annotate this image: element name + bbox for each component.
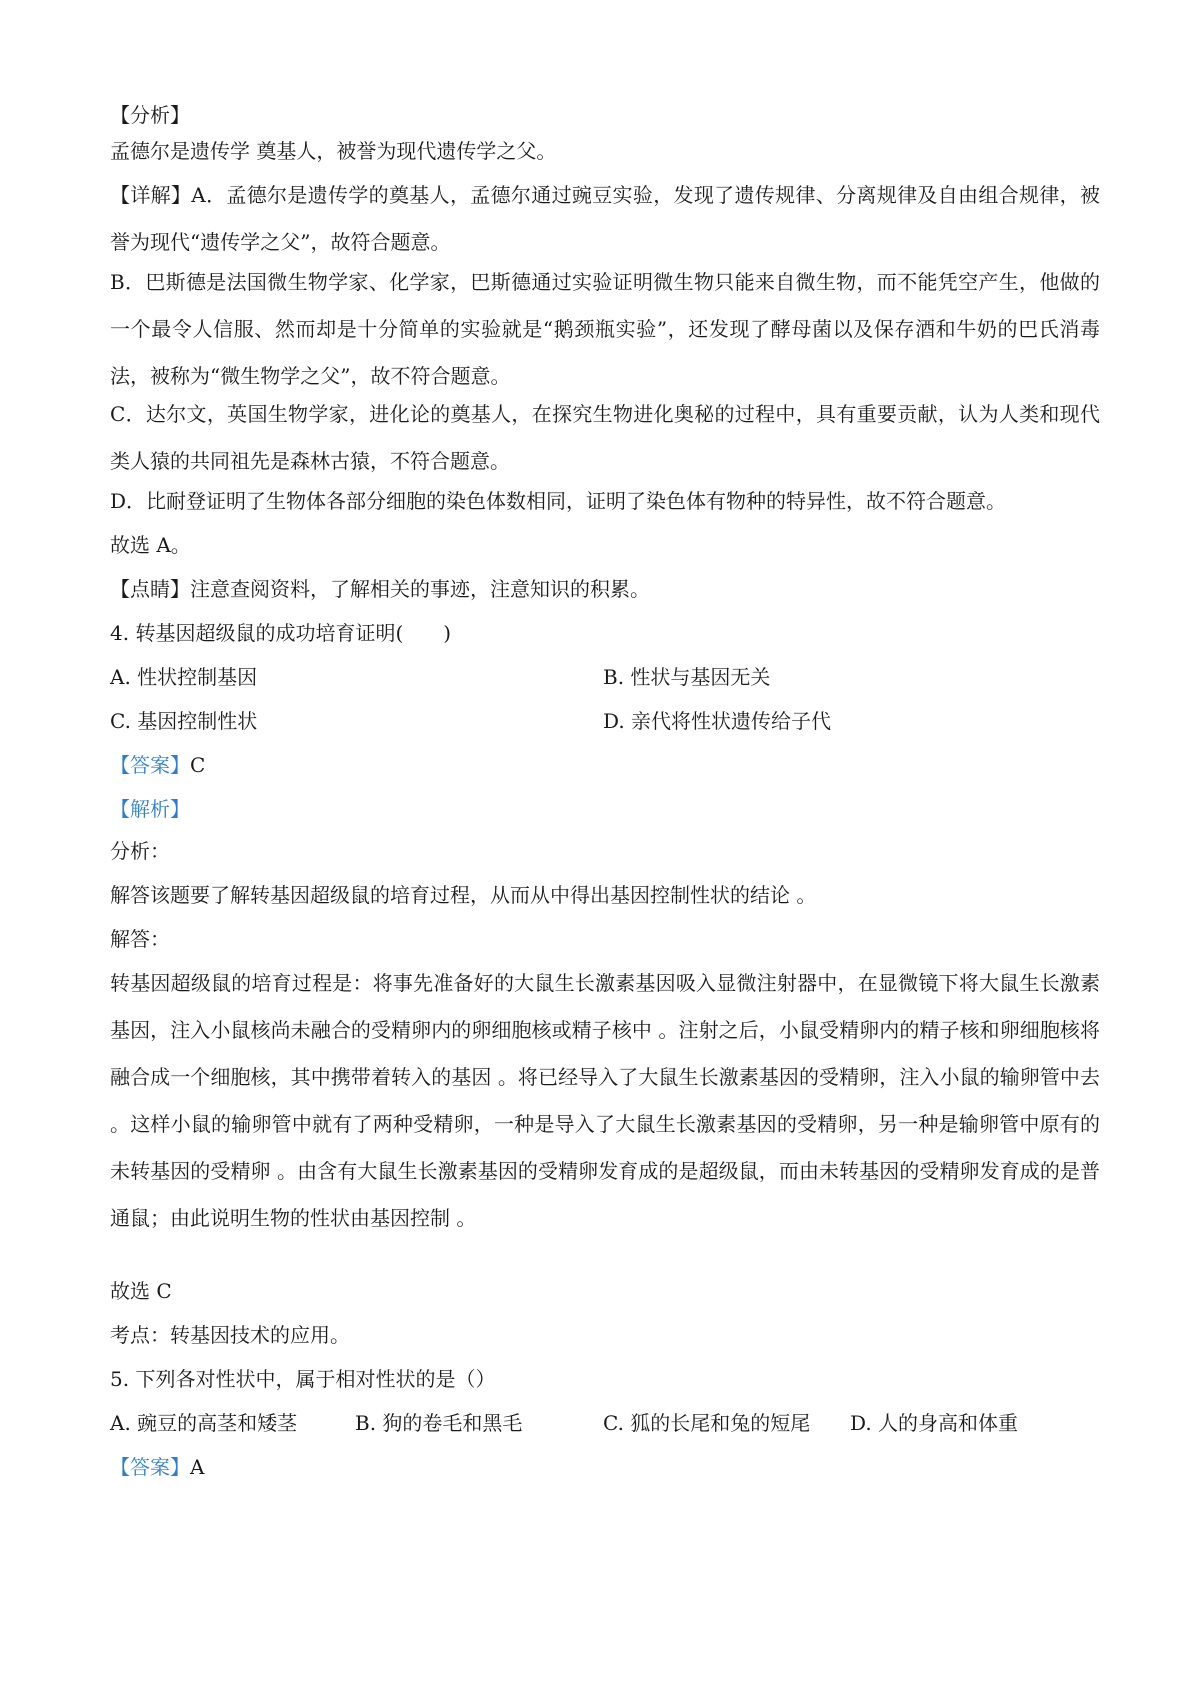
q4-option-b: B. 性状与基因无关 — [603, 665, 771, 689]
q5-option-d: D. 人的身高和体重 — [850, 1411, 1019, 1435]
q4-option-a: A. 性状控制基因 — [110, 665, 258, 689]
q5-option-b: B. 狗的卷毛和黑毛 — [355, 1411, 523, 1435]
q3-note: 【点睛】注意查阅资料，了解相关的事迹，注意知识的积累。 — [110, 577, 650, 601]
q3-analysis-heading: 【分析】 — [110, 103, 190, 127]
q5-stem: 5. 下列各对性状中，属于相对性状的是（） — [110, 1367, 496, 1391]
answer-value: A — [190, 1455, 205, 1479]
q4-choice: 故选 C — [110, 1279, 172, 1303]
q4-explain-tag: 【解析】 — [110, 797, 190, 821]
q4-analysis-label: 分析： — [110, 839, 170, 863]
q4-solution-text: 转基因超级鼠的培育过程是：将事先准备好的大鼠生长激素基因吸入显微注射器中，在显微镜下将大鼠生长激素基因，注入小鼠核尚未融合的受精卵内的卵细胞核或精子核中 。注射之后，小鼠受精卵内的精子核和卵细胞核将融合成一个细胞核，其中携带着转入的基因 。将已经导入了大鼠生长激素基因的受精卵，注入小鼠的输卵管中去 。这样小鼠的输卵管中就有了两种受精卵，一种是导入了大鼠生长激素基因的受精卵，另一种是输卵管中原有的未转基因的受精卵 。由含有大鼠生长激素基因的受精卵发育成的是超级鼠，而由未转基因的受精卵发育成的是普通鼠；由此说明生物的性状由基因控制 。 — [110, 971, 1100, 1230]
q4-point: 考点：转基因技术的应用。 — [110, 1323, 350, 1347]
q4-option-c: C. 基因控制性状 — [110, 709, 258, 733]
q3-detail-b: B．巴斯德是法国微生物学家、化学家，巴斯德通过实验证明微生物只能来自微生物，而不能凭空产生，他做的一个最令人信服、然而却是十分简单的实验就是“鹅颈瓶实验”，还发现了酵母菌以及保存酒和牛奶的巴氏消毒法，被称为“微生物学之父”，故不符合题意。 — [110, 270, 1100, 388]
q5-option-a: A. 豌豆的高茎和矮茎 — [110, 1411, 298, 1435]
q3-detail-a: 【详解】A．孟德尔是遗传学的奠基人，孟德尔通过豌豆实验，发现了遗传规律、分离规律及自由组合规律，被誉为现代“遗传学之父”，故符合题意。 — [110, 183, 1100, 254]
q4-option-d: D. 亲代将性状遗传给子代 — [603, 709, 832, 733]
answer-value: C — [190, 753, 206, 777]
q4-answer — [110, 742, 1100, 789]
q5-option-c: C. 狐的长尾和兔的短尾 — [603, 1411, 811, 1435]
q3-detail-c: C．达尔文，英国生物学家，进化论的奠基人，在探究生物进化奥秘的过程中，具有重要贡献，认为人类和现代类人猿的共同祖先是森林古猿，不符合题意。 — [110, 402, 1100, 473]
q4-analysis-text: 解答该题要了解转基因超级鼠的培育过程，从而从中得出基因控制性状的结论 。 — [110, 883, 817, 907]
q4-stem: 4. 转基因超级鼠的成功培育证明( ) — [110, 621, 452, 645]
answer-tag: 【答案】 — [110, 753, 190, 777]
answer-tag: 【答案】 — [110, 1455, 190, 1479]
q3-analysis-text: 孟德尔是遗传学 奠基人，被誉为现代遗传学之父。 — [110, 139, 557, 163]
q4-solution-label: 解答： — [110, 927, 170, 951]
q5-answer — [110, 1444, 1100, 1491]
q3-detail-d: D．比耐登证明了生物体各部分细胞的染色体数相同，证明了染色体有物种的特异性，故不符合题意。 — [110, 489, 1007, 513]
q3-choice: 故选 A。 — [110, 533, 191, 557]
